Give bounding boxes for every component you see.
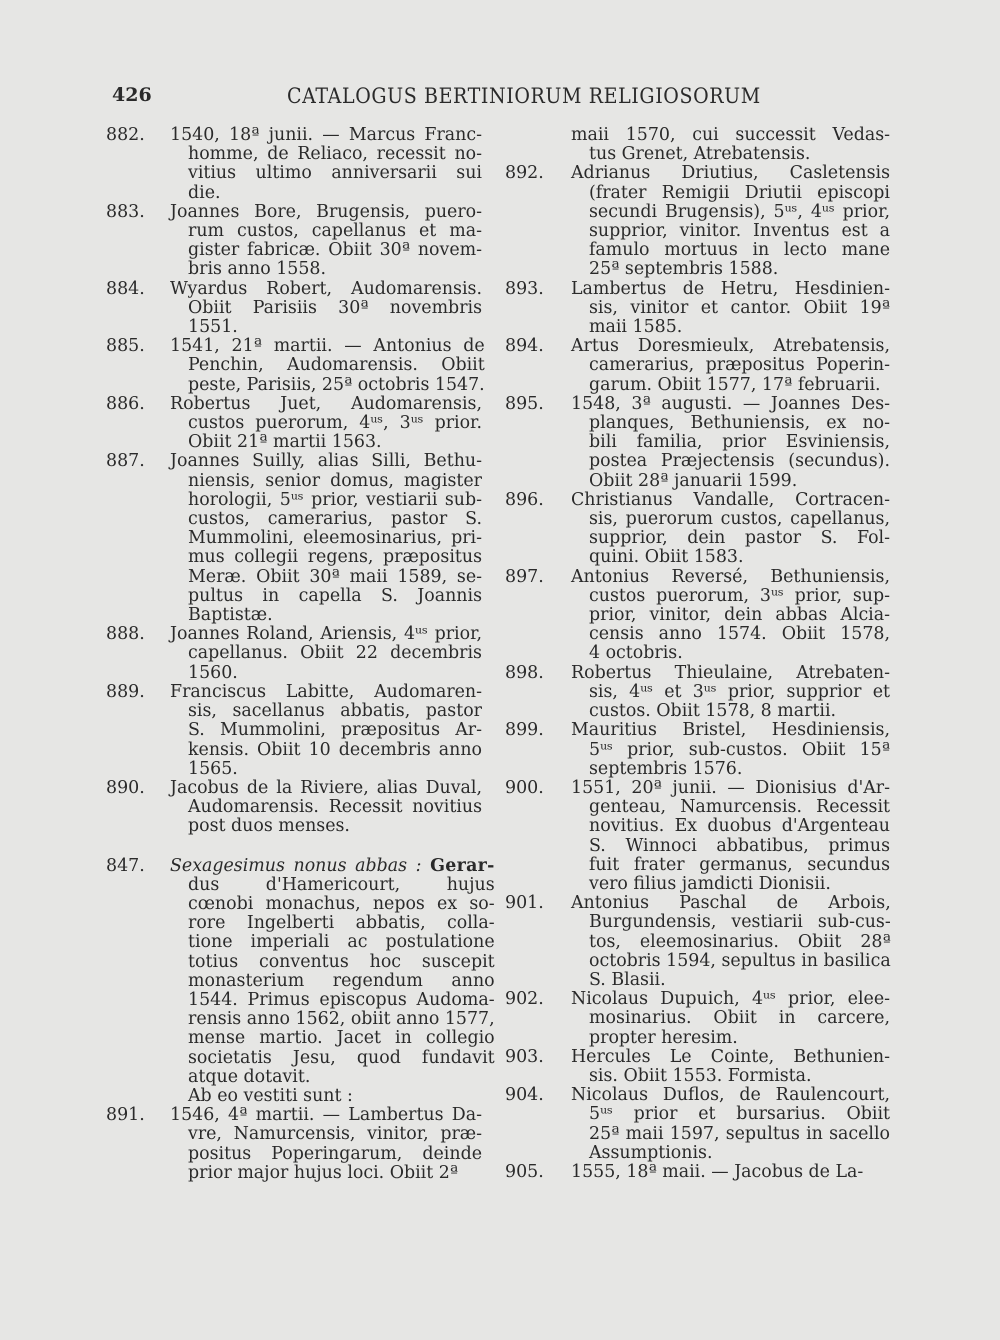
entry-line: Artus Doresmieulx, Atrebatensis, xyxy=(571,336,890,357)
entry-line: 1546, 4ª martii. — Lambertus Da- xyxy=(170,1105,482,1126)
entry-line: Joannes Bore, Brugensis, puero- xyxy=(170,201,482,222)
catalog-entry xyxy=(104,395,482,453)
entry-line: post duos menses. xyxy=(188,816,350,837)
entry-line: tus Grenet, Atrebatensis. xyxy=(589,144,811,165)
entry-text xyxy=(170,280,482,338)
entry-line: Obiit Parisiis 30ª novembris xyxy=(188,297,482,318)
catalog-entry xyxy=(505,990,890,1048)
catalog-entry xyxy=(104,683,482,779)
entry-line: sis, puerorum custos, capellanus, xyxy=(589,509,890,530)
abbot-title-line xyxy=(170,857,495,876)
entry-line: horologii, 5ᵘˢ prior, vestiarii sub- xyxy=(188,489,482,510)
catalog-entry xyxy=(505,395,890,491)
entry-line: 5ᵘˢ prior, sub-custos. Obiit 15ª xyxy=(589,739,890,760)
catalog-entry xyxy=(505,491,890,568)
catalog-entry xyxy=(104,336,485,395)
abbot-name: Gerar- xyxy=(430,855,495,876)
entry-number: 888. xyxy=(106,624,145,645)
entry-text xyxy=(571,990,890,1048)
catalog-entry xyxy=(104,625,482,683)
entry-line: societatis Jesu, quod fundavit xyxy=(188,1047,495,1068)
entry-text xyxy=(571,1086,890,1163)
entry-line: 1548, 3ª augusti. — Joannes Des- xyxy=(571,393,890,414)
entry-line: custos puerorum, 4ᵘˢ, 3ᵘˢ prior. xyxy=(188,413,482,434)
entry-text xyxy=(571,164,890,279)
entry-number: 901. xyxy=(505,893,544,914)
entry-line: vitius ultimo anniversarii sui xyxy=(188,163,482,184)
entry-line: dus d'Hamericourt, hujus xyxy=(188,874,495,895)
entry-text xyxy=(170,1106,482,1183)
entry-number: 886. xyxy=(106,393,145,414)
entry-line: censis anno 1574. Obiit 1578, xyxy=(589,624,890,645)
entry-line: Antonius Paschal de Arbois, xyxy=(571,893,891,914)
entry-line: secundi Brugensis), 5ᵘˢ, 4ᵘˢ prior, xyxy=(589,201,890,222)
entry-line: septembris 1576. xyxy=(589,758,743,779)
entry-line: Robertus Thieulaine, Atrebaten- xyxy=(571,662,890,683)
entry-line: mense martio. Jacet in collegio xyxy=(188,1028,495,1049)
entry-number: 895. xyxy=(505,393,544,414)
catalog-entry xyxy=(505,664,890,722)
entry-text xyxy=(571,894,891,990)
entry-text xyxy=(571,664,890,722)
entry-line: 1544. Primus episcopus Audoma- xyxy=(188,989,495,1010)
entry-line: camerarius, præpositus Poperin- xyxy=(589,355,890,376)
entry-line: Obiit 28ª januarii 1599. xyxy=(589,470,798,491)
abbot-entry xyxy=(104,855,495,1107)
entry-line: Mauritius Bristel, Hesdiniensis, xyxy=(571,720,890,741)
catalog-entry xyxy=(505,721,890,779)
entry-number: 898. xyxy=(505,662,544,683)
entry-line: S. Winnoci abbatibus, primus xyxy=(589,835,890,856)
entry-line: 1541, 21ª martii. — Antonius de xyxy=(170,336,485,357)
entry-line: peste, Parisiis, 25ª octobris 1547. xyxy=(188,374,485,395)
entry-line: Nicolaus Dupuich, 4ᵘˢ prior, elee- xyxy=(571,989,890,1010)
entry-text xyxy=(170,683,482,779)
entry-line: Christianus Vandalle, Cortracen- xyxy=(571,489,890,510)
entry-line: (frater Remigii Driutii episcopi xyxy=(589,182,890,203)
entry-line: maii 1570, cui successit Vedas- xyxy=(571,125,890,145)
entry-line: rensis anno 1562, obiit anno 1577, xyxy=(188,1009,495,1030)
entry-number: 847. xyxy=(106,855,145,876)
entry-number: 889. xyxy=(106,681,145,702)
catalog-entry xyxy=(104,203,482,280)
entry-line: Audomarensis. Recessit novitius xyxy=(188,797,482,818)
entry-line: famulo mortuus in lecto mane xyxy=(589,240,890,261)
entry-line: sis, 4ᵘˢ et 3ᵘˢ prior, supprior et xyxy=(589,681,890,702)
entry-text xyxy=(571,779,890,894)
catalog-entry xyxy=(505,164,890,279)
entry-line: Jacobus de la Riviere, alias Duval, xyxy=(170,777,482,798)
entry-line: propter heresim. xyxy=(589,1027,738,1048)
entry-line: 1560. xyxy=(188,662,238,683)
entry-line: 4 octobris. xyxy=(589,643,683,664)
entry-line: prior, vinitor, dein abbas Alcia- xyxy=(589,605,890,626)
entry-line: Mummolini, eleemosinarius, pri- xyxy=(188,528,482,549)
page-number: 426 xyxy=(112,84,152,106)
entry-text xyxy=(571,280,890,338)
entry-line: custos, camerarius, pastor S. xyxy=(188,509,482,530)
entry-line: Hercules Le Cointe, Bethunien- xyxy=(571,1046,890,1067)
entry-line: tione imperiali ac postulatione xyxy=(188,932,495,953)
entry-number: 900. xyxy=(505,777,544,798)
entry-line: planques, Bethuniensis, ex no- xyxy=(589,413,890,434)
entry-number: 892. xyxy=(505,163,544,184)
entry-line: genteau, Namurcensis. Recessit xyxy=(589,797,890,818)
entry-line: cœnobi monachus, nepos ex so- xyxy=(188,893,495,914)
entry-text xyxy=(170,625,482,683)
entry-line: fuit frater germanus, secundus xyxy=(589,854,890,875)
entry-line: sis, vinitor et cantor. Obiit 19ª xyxy=(589,297,890,318)
abbot-title: Sexagesimus nonus abbas : xyxy=(170,855,431,876)
entry-text xyxy=(571,126,890,164)
entry-line: Robertus Juet, Audomarensis, xyxy=(170,393,482,414)
catalog-entry xyxy=(505,337,890,395)
catalog-entry xyxy=(505,1086,890,1163)
entry-text xyxy=(170,857,495,1107)
entry-line: Antonius Reversé, Bethuniensis, xyxy=(571,566,890,587)
entry-number: 893. xyxy=(505,278,544,299)
entry-line: sis, sacellanus abbatis, pastor xyxy=(188,701,482,722)
catalog-entry xyxy=(104,126,482,203)
entry-line: kensis. Obiit 10 decembris anno xyxy=(188,739,482,760)
entry-line: Penchin, Audomarensis. Obiit xyxy=(188,355,485,376)
entry-number: 884. xyxy=(106,278,145,299)
running-title: CATALOGUS BERTINIORUM RELIGIOSORUM xyxy=(287,84,761,109)
entry-line: 25ª septembris 1588. xyxy=(589,259,779,280)
entry-line: Baptistæ. xyxy=(188,605,273,626)
entry-line: supprior, dein pastor S. Fol- xyxy=(589,528,890,549)
entry-line: S. Blasii. xyxy=(589,969,666,990)
entry-text xyxy=(170,203,482,280)
entry-line: mosinarius. Obiit in carcere, xyxy=(589,1008,890,1029)
entry-line: custos puerorum, 3ᵘˢ prior, sup- xyxy=(589,585,890,606)
entry-line: Joannes Suilly, alias Silli, Bethu- xyxy=(170,451,482,472)
page-header xyxy=(112,84,887,114)
entry-line: novitius. Ex duobus d'Argenteau xyxy=(589,816,890,837)
catalog-entry xyxy=(505,1163,890,1182)
entry-line: capellanus. Obiit 22 decembris xyxy=(188,643,482,664)
entry-number: 903. xyxy=(505,1046,544,1067)
catalog-entry xyxy=(505,126,890,164)
entry-text xyxy=(571,1163,890,1182)
entry-text xyxy=(571,337,890,395)
entry-text xyxy=(571,568,890,664)
entry-number: 896. xyxy=(505,489,544,510)
entry-line: Franciscus Labitte, Audomaren- xyxy=(170,681,482,702)
entry-number: 897. xyxy=(505,566,544,587)
entry-line: 1555, 18ª maii. — Jacobus de La- xyxy=(571,1161,864,1182)
entry-text xyxy=(170,126,482,203)
entry-line: Wyardus Robert, Audomarensis. xyxy=(170,278,482,299)
catalog-entry xyxy=(505,280,890,338)
entry-line: Joannes Roland, Ariensis, 4ᵘˢ prior, xyxy=(170,624,482,645)
entry-line: pultus in capella S. Joannis xyxy=(188,585,482,606)
entry-line: 1551, 20ª junii. — Dionisius d'Ar- xyxy=(571,777,890,798)
entry-line: totius conventus hoc suscepit xyxy=(188,951,495,972)
entry-line: Lambertus de Hetru, Hesdinien- xyxy=(571,278,890,299)
entry-text xyxy=(170,452,482,625)
right-column xyxy=(505,126,890,1182)
entry-text xyxy=(170,779,482,837)
entry-number: 882. xyxy=(106,125,145,145)
entry-line: Obiit 21ª martii 1563. xyxy=(188,432,382,453)
entry-line: 5ᵘˢ prior et bursarius. Obiit xyxy=(589,1104,890,1125)
entry-text xyxy=(170,337,485,395)
catalog-entry xyxy=(505,779,890,894)
entry-number: 890. xyxy=(106,777,145,798)
entry-number: 902. xyxy=(505,989,544,1010)
entry-text xyxy=(571,491,890,568)
catalog-entry xyxy=(505,894,890,990)
entry-line: 1540, 18ª junii. — Marcus Franc- xyxy=(170,125,482,145)
vestiti-line: Ab eo vestiti sunt : xyxy=(188,1085,353,1106)
section-gap xyxy=(104,837,482,857)
entry-number: 883. xyxy=(106,201,145,222)
entry-line: bris anno 1558. xyxy=(188,259,327,280)
entry-line: bili familia, prior Esviniensis, xyxy=(589,432,890,453)
entry-line: Burgundensis, vestiarii sub-cus- xyxy=(589,912,891,933)
entry-line: rore Ingelberti abbatis, colla- xyxy=(188,913,495,934)
entry-line: sis. Obiit 1553. Formista. xyxy=(589,1065,812,1086)
entry-line: positus Poperingarum, deinde xyxy=(188,1143,482,1164)
entry-line: gister fabricæ. Obiit 30ª novem- xyxy=(188,240,482,261)
entry-text xyxy=(571,395,890,491)
entry-line: Nicolaus Duflos, de Raulencourt, xyxy=(571,1085,890,1106)
entry-line: 25ª maii 1597, sepultus in sacello xyxy=(589,1123,890,1144)
entry-number: 885. xyxy=(106,336,145,357)
catalog-entry xyxy=(505,568,890,664)
entry-line: 1565. xyxy=(188,758,238,779)
entry-line: garum. Obiit 1577, 17ª februarii. xyxy=(589,374,881,395)
entry-number: 899. xyxy=(505,720,544,741)
entry-line: vero filius jamdicti Dionisii. xyxy=(589,873,831,894)
entry-line: supprior, vinitor. Inventus est a xyxy=(589,221,890,242)
entry-line: S. Mummolini, præpositus Ar- xyxy=(188,720,482,741)
entry-line: Meræ. Obiit 30ª maii 1589, se- xyxy=(188,566,482,587)
entry-line: quini. Obiit 1583. xyxy=(589,547,744,568)
entry-line: die. xyxy=(188,182,221,203)
entry-line: Assumptionis. xyxy=(589,1142,713,1163)
entry-text xyxy=(571,1048,890,1086)
entry-number: 905. xyxy=(505,1161,544,1182)
entry-line: maii 1585. xyxy=(589,317,683,338)
entry-line: 1551. xyxy=(188,317,238,338)
entry-line: rum custos, capellanus et ma- xyxy=(188,221,482,242)
entry-line: postea Præjectensis (secundus). xyxy=(589,451,890,472)
entry-line: atque dotavit. xyxy=(188,1066,311,1087)
entry-number: 894. xyxy=(505,336,544,357)
catalog-entry xyxy=(104,280,482,338)
entry-number: 887. xyxy=(106,451,145,472)
catalog-entry xyxy=(505,1048,890,1086)
entry-text xyxy=(571,721,890,779)
entry-line: custos. Obiit 1578, 8 martii. xyxy=(589,701,837,722)
catalog-entry xyxy=(104,779,482,837)
entry-line: vre, Namurcensis, vinitor, præ- xyxy=(188,1124,482,1145)
left-column xyxy=(104,125,495,1183)
entry-line: Adrianus Driutius, Casletensis xyxy=(571,163,890,184)
entry-line: mus collegii regens, præpositus xyxy=(188,547,482,568)
entry-line: niensis, senior domus, magister xyxy=(188,470,482,491)
entry-line: homme, de Reliaco, recessit no- xyxy=(188,144,482,165)
entry-number: 904. xyxy=(505,1085,544,1106)
entry-line: octobris 1594, sepultus in basilica xyxy=(589,950,891,971)
entry-line: prior major hujus loci. Obiit 2ª xyxy=(188,1162,459,1183)
catalog-entry xyxy=(104,452,482,625)
entry-line: tos, eleemosinarius. Obiit 28ª xyxy=(589,931,891,952)
catalog-entry xyxy=(104,1106,482,1183)
entry-line: monasterium regendum anno xyxy=(188,970,495,991)
entry-number: 891. xyxy=(106,1105,145,1126)
entry-text xyxy=(170,395,482,453)
